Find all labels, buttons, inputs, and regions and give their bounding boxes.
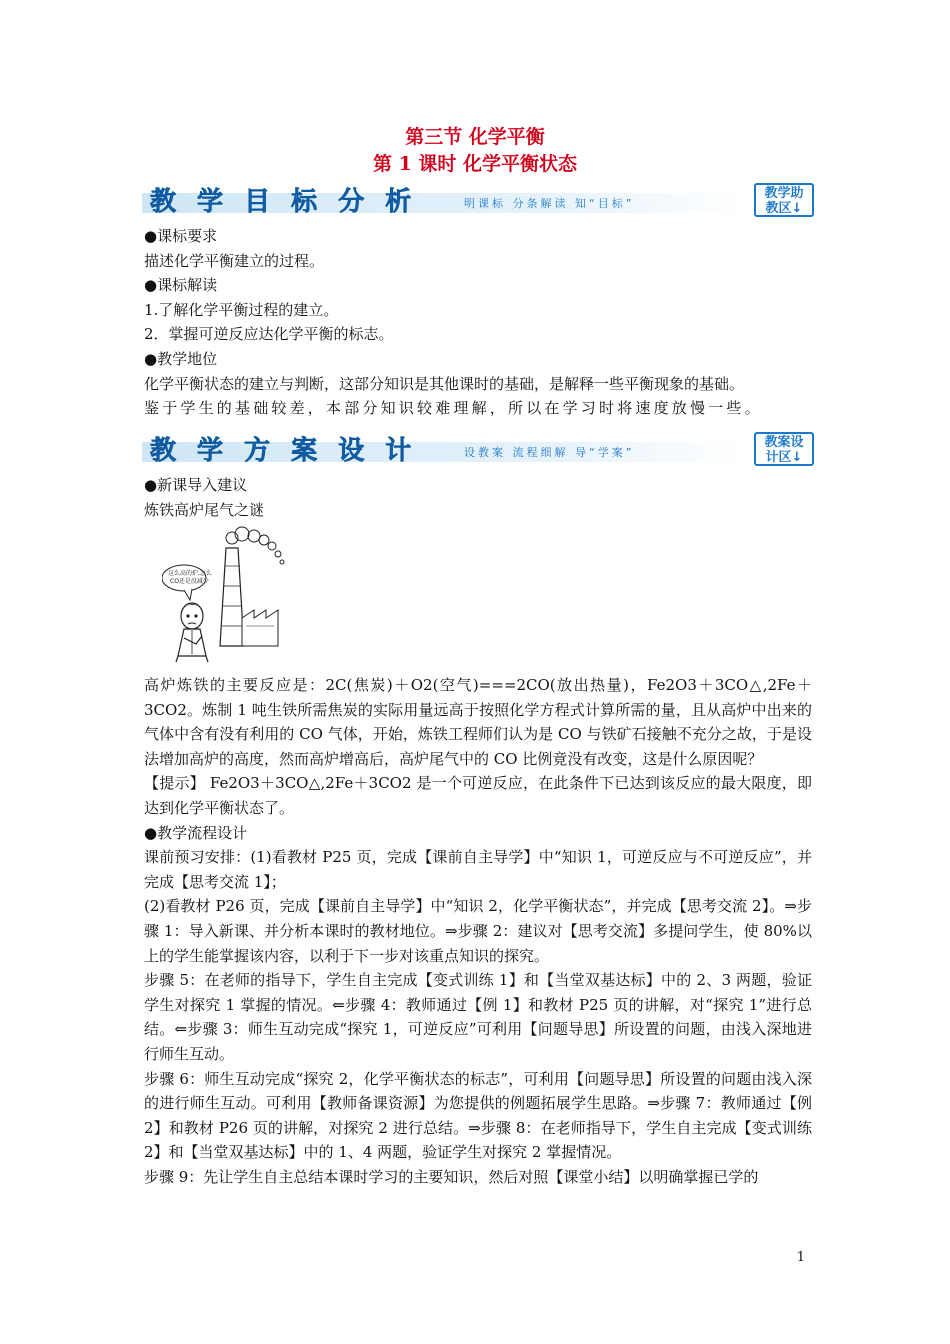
banner-teaching-design — [142, 432, 814, 468]
paragraph: ●课标解读 — [144, 276, 218, 295]
paragraph: 1.了解化学平衡过程的建立。 — [144, 300, 339, 319]
lesson-title: 第 1 课时 化学平衡状态 — [372, 153, 578, 175]
banner-tag — [754, 432, 814, 466]
svg-text:这么高的炉,怎么: 这么高的炉,怎么 — [168, 570, 212, 577]
banner-heading: 教 学 目 标 分 析 — [150, 187, 418, 217]
paragraph: 步骤 5：在老师的指导下，学生自主完成【变式训练 1】和【当堂双基达标】中的 2、3 两题，验证学生对探究 1 掌握的情况。⇐步骤 4：教师通过【例 1】和教材 P25 页的讲解，对“探究 1”进行总结。⇐步骤 3：师生互动完成“探究 1，可逆反应”可利用【问题导思】所设置的问题，由浅入深地进行师生互动。 — [144, 971, 812, 1063]
banner-subheading: 设教案 流程细解 导“学案” — [464, 446, 635, 459]
banner-tag — [754, 183, 814, 217]
paragraph: 2．掌握可逆反应达化学平衡的标志。 — [144, 325, 394, 344]
banner-tag-line1: 教学助 — [764, 186, 804, 201]
paragraph: 课前预习安排：(1)看教材 P25 页，完成【课前自主导学】中“知识 1，可逆反应与不可逆反应”，并完成【思考交流 1】； — [144, 848, 812, 891]
factory-chimney-cartoon-icon — [162, 526, 292, 662]
paragraph: 步骤 9：先让学生自主总结本课时学习的主要知识，然后对照【课堂小结】以明确掌握已学的 — [144, 1167, 759, 1186]
paragraph: ●新课导入建议 — [144, 476, 248, 494]
svg-text:CO还是没减少: CO还是没减少 — [170, 578, 209, 585]
page-number: 1 — [796, 1250, 805, 1265]
paragraph: 炼铁高炉尾气之谜 — [144, 500, 265, 519]
paragraph: 化学平衡状态的建立与判断，这部分知识是其他课时的基础，是解释一些平衡现象的基础。 — [144, 374, 745, 393]
banner-heading: 教 学 方 案 设 计 — [150, 436, 418, 466]
design-body — [144, 673, 812, 1189]
paragraph: ●课标要求 — [144, 227, 218, 245]
paragraph: 描述化学平衡建立的过程。 — [144, 251, 325, 270]
banner-teaching-objectives — [142, 183, 814, 219]
banner-tag-line1: 教案设 — [764, 435, 804, 450]
paragraph: ●教学流程设计 — [144, 823, 248, 842]
section-title: 第三节 化学平衡 — [405, 126, 545, 148]
banner-tag-line2: 计区↓ — [765, 450, 803, 465]
banner-tag-line2: 教区↓ — [765, 201, 803, 216]
paragraph: ●教学地位 — [144, 349, 218, 368]
paragraph: 步骤 6：师生互动完成“探究 2，化学平衡状态的标志”，可利用【问题导思】所设置的问题由浅入深的进行师生互动。可利用【教师备课资源】为您提供的例题拓展学生思路。⇒步骤 7：教师通过【例 2】和教材 P26 页的讲解，对探究 2 进行总结。⇒步骤 8：在老师指导下，学生自主完成【变式训练 2】和【当堂双基达标】中的 1、4 两题，验证学生对探究 2 掌握情况。 — [144, 1069, 812, 1162]
paragraph: 高炉炼铁的主要反应是：2C(焦炭)＋O2(空气)===2CO(放出热量)，Fe2O3＋3CO△,2Fe＋3CO2。炼制 1 吨生铁所需焦炭的实际用量远高于按照化学方程式计算所需的量，且从高炉中出来的气体中含有没有利用的 CO 气体，开始，炼铁工程师们认为是 CO 与铁矿石接触不充分之故，于是设法增加高炉的高度，然而高炉增高后，高炉尾气中的 CO 比例竟没有改变，这是什么原因呢？ — [144, 676, 812, 768]
design-intro — [144, 473, 812, 522]
paragraph: (2)看教材 P26 页，完成【课前自主导学】中“知识 2，化学平衡状态”，并完成【思考交流 2】。⇒步骤 1：导入新课、并分析本课时的教材地位。⇒步骤 2：建议对【思考交流】多提问学生，使 80%以上的学生能掌握该内容，以利于下一步对该重点知识的探究。 — [144, 897, 812, 965]
hint-paragraph: 【提示】 Fe2O3＋3CO△,2Fe＋3CO2 是一个可逆反应，在此条件下已达到该反应的最大限度，即达到化学平衡状态了。 — [144, 774, 812, 817]
objectives-body — [144, 224, 812, 421]
banner-subheading: 明课标 分条解读 知“目标” — [464, 197, 635, 210]
paragraph: 鉴于学生的基础较差，本部分知识较难理解，所以在学习时将速度放慢一些。 — [144, 399, 763, 418]
cartoon-illustration — [162, 526, 292, 662]
